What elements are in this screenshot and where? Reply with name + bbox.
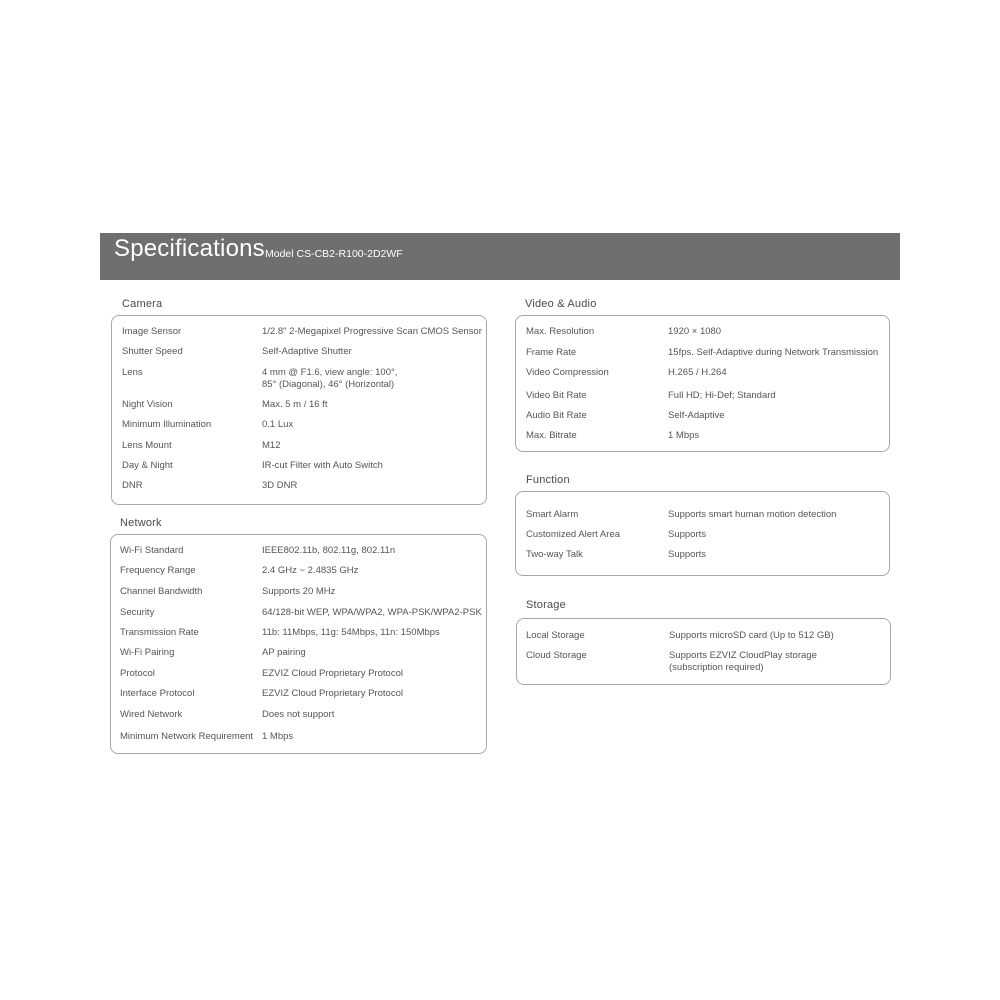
- spec-label: DNR: [122, 480, 143, 491]
- spec-label: Wired Network: [120, 709, 183, 720]
- spec-header: [100, 233, 900, 280]
- spec-label: Smart Alarm: [526, 509, 579, 520]
- spec-value: 1 Mbps: [668, 430, 700, 441]
- spec-label: Shutter Speed: [122, 346, 183, 357]
- page-title: Specifications: [114, 235, 265, 262]
- spec-label: Day & Night: [122, 460, 173, 471]
- spec-value: 64/128-bit WEP, WPA/WPA2, WPA-PSK/WPA2-PSK: [262, 607, 482, 618]
- spec-value: EZVIZ Cloud Proprietary Protocol: [262, 668, 403, 679]
- model-number: Model CS-CB2-R100-2D2WF: [265, 248, 403, 260]
- spec-value: Supports 20 MHz: [262, 586, 336, 597]
- spec-label: Transmission Rate: [120, 627, 199, 638]
- spec-value: Max. 5 m / 16 ft: [262, 399, 328, 410]
- spec-value: IR-cut Filter with Auto Switch: [262, 460, 383, 471]
- spec-label: Max. Resolution: [526, 326, 595, 337]
- spec-label: Audio Bit Rate: [526, 410, 587, 421]
- spec-value: 4 mm @ F1.6, view angle: 100°, 85° (Diagonal), 46° (Horizontal): [262, 367, 398, 390]
- function-spec-box: [515, 491, 890, 576]
- spec-label: Lens: [122, 367, 143, 378]
- spec-value: 15fps. Self-Adaptive during Network Transmission: [668, 347, 879, 358]
- section-title-function: Function: [526, 474, 570, 486]
- spec-value: EZVIZ Cloud Proprietary Protocol: [262, 688, 403, 699]
- spec-label: Minimum Illumination: [122, 419, 212, 430]
- spec-value: Full HD; Hi-Def; Standard: [668, 390, 776, 401]
- spec-value: Supports: [668, 549, 707, 560]
- camera-spec-box: [111, 315, 487, 505]
- spec-value: Self-Adaptive Shutter: [262, 346, 352, 357]
- section-title-network: Network: [120, 517, 162, 529]
- spec-label: Customized Alert Area: [526, 529, 620, 540]
- storage-spec-box: [516, 618, 891, 685]
- spec-value: M12: [262, 440, 281, 451]
- section-title-video-audio: Video & Audio: [525, 298, 597, 310]
- spec-value: IEEE802.11b, 802.11g, 802.11n: [262, 545, 396, 556]
- spec-label: Minimum Network Requirement: [120, 731, 254, 742]
- spec-label: Protocol: [120, 668, 155, 679]
- spec-label: Max. Bitrate: [526, 430, 577, 441]
- spec-label: Lens Mount: [122, 440, 172, 451]
- spec-value: Does not support: [262, 709, 335, 720]
- spec-value: Supports: [668, 529, 707, 540]
- spec-label: Frequency Range: [120, 565, 196, 576]
- spec-label: Local Storage: [526, 630, 585, 641]
- spec-value: 1920 × 1080: [668, 326, 722, 337]
- spec-value: Self-Adaptive: [668, 410, 725, 421]
- network-spec-box: [110, 534, 487, 754]
- spec-label: Wi-Fi Pairing: [120, 647, 175, 658]
- spec-label: Cloud Storage: [526, 650, 587, 661]
- spec-value: 1 Mbps: [262, 731, 294, 742]
- spec-label: Channel Bandwidth: [120, 586, 203, 597]
- spec-value: 0.1 Lux: [262, 419, 294, 430]
- spec-label: Image Sensor: [122, 326, 182, 337]
- spec-label: Security: [120, 607, 155, 618]
- spec-label: Wi-Fi Standard: [120, 545, 184, 556]
- spec-value: 3D DNR: [262, 480, 298, 491]
- spec-label: Interface Protocol: [120, 688, 195, 699]
- spec-label: Night Vision: [122, 399, 173, 410]
- spec-value: 2.4 GHz ~ 2.4835 GHz: [262, 565, 359, 576]
- section-title-storage: Storage: [526, 599, 566, 611]
- spec-label: Frame Rate: [526, 347, 577, 358]
- spec-value: Supports microSD card (Up to 512 GB): [669, 630, 834, 641]
- spec-value: H.265 / H.264: [668, 367, 727, 378]
- video-audio-spec-box: [515, 315, 890, 452]
- section-title-camera: Camera: [122, 298, 163, 310]
- spec-label: Video Bit Rate: [526, 390, 587, 401]
- spec-value: Supports EZVIZ CloudPlay storage (subscription required): [669, 650, 817, 673]
- spec-label: Video Compression: [526, 367, 609, 378]
- spec-value: AP pairing: [262, 647, 306, 658]
- spec-value: 1/2.8" 2-Megapixel Progressive Scan CMOS Sensor: [262, 326, 482, 337]
- spec-value: Supports smart human motion detection: [668, 509, 837, 520]
- spec-label: Two-way Talk: [526, 549, 583, 560]
- spec-value: 11b: 11Mbps, 11g: 54Mbps, 11n: 150Mbps: [262, 627, 440, 638]
